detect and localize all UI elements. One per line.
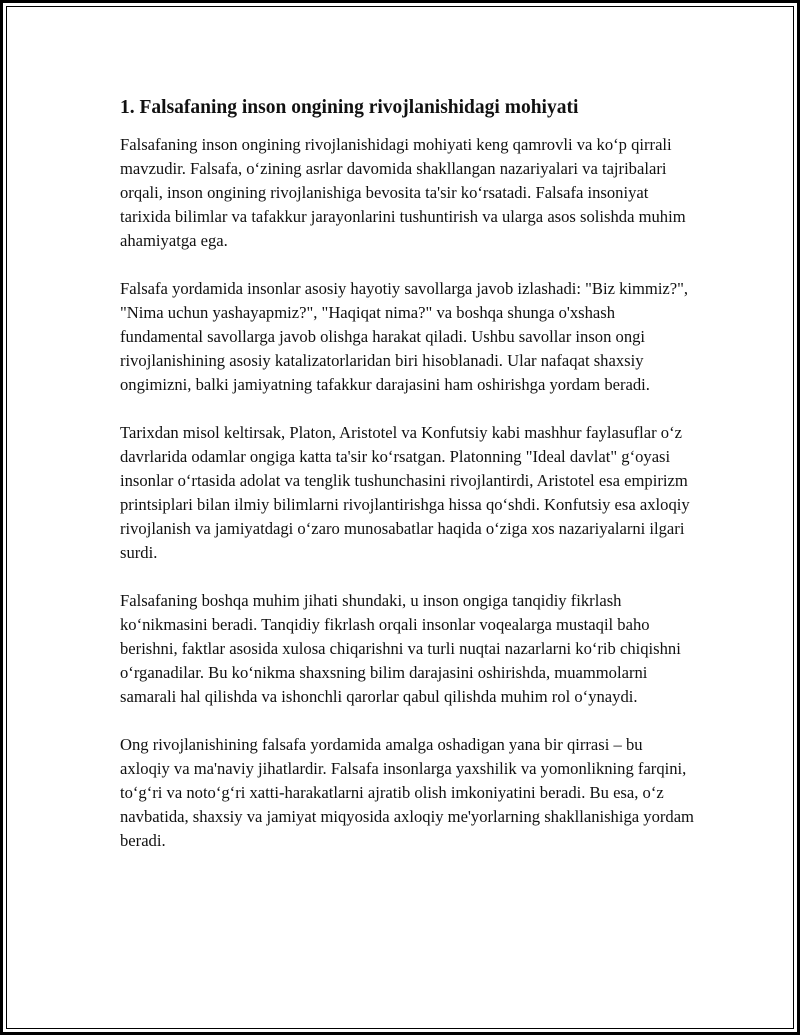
paragraph-3: Tarixdan misol keltirsak, Platon, Aristotel va Konfutsiy kabi mashhur faylasuflar o‘z davrlarida odamlar ongiga katta ta'sir ko‘rsatgan. Platonning "Ideal davlat" g‘oyasi insonlar o‘rtasida adolat va tenglik tushunchasini rivojlantirdi, Aristotel esa empirizm printsiplari bilan ilmiy bilimlarni rivojlantirishga hissa qo‘shdi. Konfutsiy esa axloqiy rivojlanish va jamiyatdagi o‘zaro munosabatlar haqida o‘ziga xos nazariyalarni ilgari surdi. — [120, 423, 690, 562]
document-body — [120, 94, 695, 877]
paragraph-5: Ong rivojlanishining falsafa yordamida amalga oshadigan yana bir qirrasi – bu axloqiy va ma'naviy jihatlardir. Falsafa insonlarga yaxshilik va yomonlikning farqini, to‘g‘ri va noto‘g‘ri xatti-harakatlarni ajratib olish imkoniyatini beradi. Bu esa, o‘z navbatida, shaxsiy va jamiyat miqyosida axloqiy me'yorlarning shakllanishiga yordam beradi. — [120, 735, 694, 850]
paragraph-1: Falsafaning inson ongining rivojlanishidagi mohiyati keng qamrovli va ko‘p qirrali mavzudir. Falsafa, o‘zining asrlar davomida shakllangan nazariyalari va tajribalari orqali, inson ongining rivojlanishiga bevosita ta'sir ko‘rsatadi. Falsafa insoniyat tarixida bilimlar va tafakkur jarayonlarini tushuntirish va ularga asos solishda muhim ahamiyatga ega. — [120, 135, 686, 250]
paragraph-2: Falsafa yordamida insonlar asosiy hayotiy savollarga javob izlashadi: "Biz kimmiz?", "Nima uchun yashayapmiz?", "Haqiqat nima?" va boshqa shunga o'xshash fundamental savollarga javob olishga harakat qiladi. Ushbu savollar inson ongi rivojlanishining asosiy katalizatorlaridan biri hisoblanadi. Ular nafaqat shaxsiy ongimizni, balki jamiyatning tafakkur darajasini ham oshirishga yordam beradi. — [120, 279, 689, 394]
paragraph-4: Falsafaning boshqa muhim jihati shundaki, u inson ongiga tanqidiy fikrlash ko‘nikmasini beradi. Tanqidiy fikrlash orqali insonlar voqealarga mustaqil baho berishni, faktlar asosida xulosa chiqarishni va turli nuqtai nazarlarni ko‘rib chiqishni o‘rganadilar. Bu ko‘nikma shaxsning bilim darajasini oshirishda, muammolarni samarali hal qilishda va ishonchli qarorlar qabul qilishda muhim rol o‘ynaydi. — [120, 591, 681, 706]
section-heading: 1. Falsafaning inson ongining rivojlanishidagi mohiyati — [120, 97, 579, 118]
